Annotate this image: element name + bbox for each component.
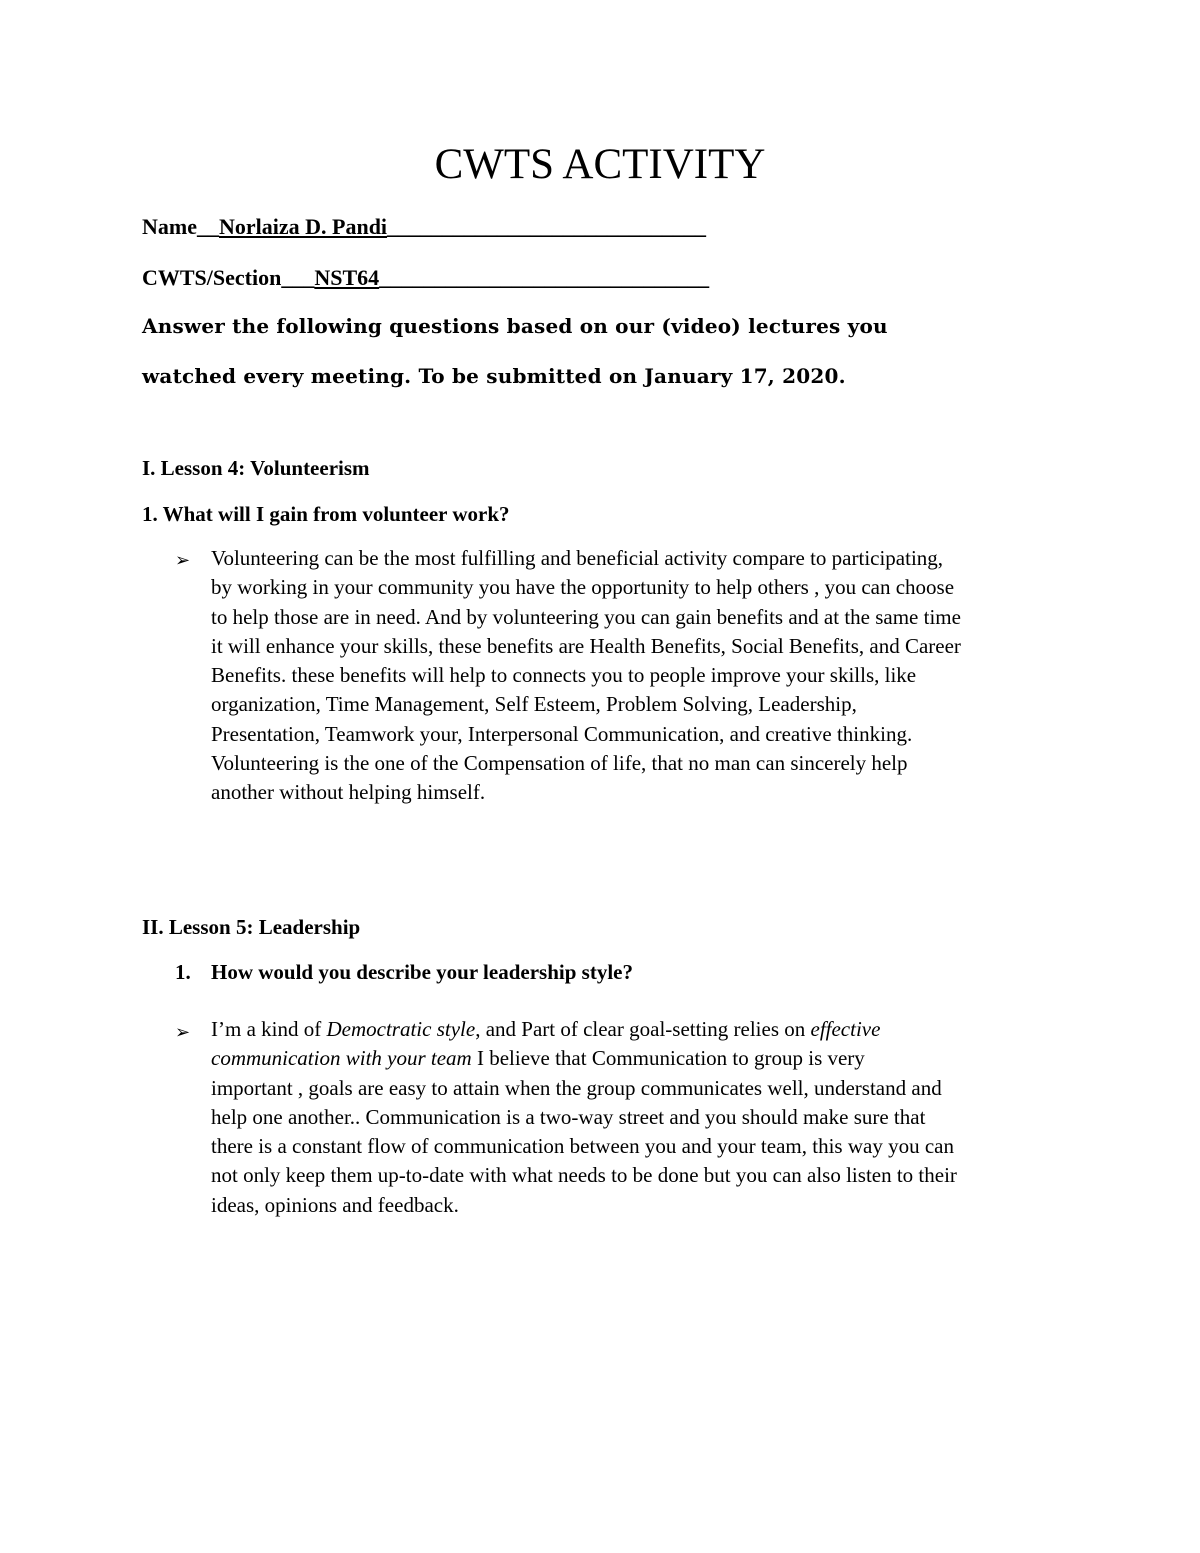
answer-line: ideas, opinions and feedback. — [211, 1192, 459, 1217]
section-trailing-line: ______________________________ — [379, 265, 710, 290]
question-number: 1. — [175, 960, 191, 984]
section-label: CWTS/Section___ — [142, 265, 315, 290]
emphasis-text: Democtratic style — [326, 1017, 476, 1041]
section-1-heading: I. Lesson 4: Volunteerism — [142, 456, 370, 480]
instructions-line-1: Answer the following questions based on our (video) lectures you — [142, 314, 888, 338]
answer-line: Presentation, Teamwork your, Interpersonal Communication, and creative thinking. — [211, 721, 913, 746]
section-2-heading: II. Lesson 5: Leadership — [142, 915, 361, 939]
answer-line: Volunteering can be the most fulfilling and beneficial activity compare to participating, — [211, 546, 944, 570]
answer-text: I’m a kind of — [211, 1017, 327, 1041]
answer-line: another without helping himself. — [211, 780, 486, 805]
answer-line: Volunteering is the one of the Compensation of life, that no man can sincerely help — [211, 751, 908, 776]
answer-line: help one another.. Communication is a two-way street and you should make sure that — [211, 1104, 926, 1129]
answer-line: there is a constant flow of communication between you and your team, this way you can — [211, 1134, 954, 1159]
arrow-bullet-icon: ➢ — [175, 550, 191, 571]
section-1-answer — [211, 544, 1061, 808]
emphasis-text: effective — [810, 1017, 881, 1041]
emphasis-text: communication with your team — [211, 1046, 472, 1071]
name-field — [142, 214, 706, 240]
question-text: How would you describe your leadership style? — [211, 960, 633, 984]
arrow-bullet-icon: ➢ — [175, 1022, 191, 1043]
document-title: CWTS ACTIVITY — [434, 141, 766, 188]
answer-line: organization, Time Management, Self Esteem, Problem Solving, Leadership, — [211, 692, 857, 717]
answer-text: , and Part of clear goal-setting relies on — [475, 1017, 811, 1041]
answer-text: I believe that Communication to group is very — [471, 1046, 865, 1071]
answer-line — [211, 1015, 1061, 1044]
question-text: What will I gain from volunteer work? — [162, 502, 510, 526]
section-value: NST64 — [314, 265, 380, 290]
answer-line — [211, 1044, 1061, 1073]
answer-line: important , goals are easy to attain when the group communicates well, understand and — [211, 1075, 942, 1100]
section-2-answer — [211, 1015, 1061, 1220]
name-label: Name__ — [142, 214, 219, 239]
instructions-line-2: watched every meeting. To be submitted on January 17, 2020. — [142, 364, 846, 388]
answer-line: it will enhance your skills, these benefits are Health Benefits, Social Benefits, and Career — [211, 633, 961, 658]
name-trailing-line: _____________________________ — [387, 214, 707, 239]
answer-line: by working in your community you have the opportunity to help others , you can choose — [211, 575, 955, 600]
answer-line: not only keep them up-to-date with what needs to be done but you can also listen to their — [211, 1163, 957, 1188]
section-field — [142, 265, 709, 291]
question-number: 1. — [142, 502, 158, 526]
answer-line: to help those are in need. And by volunteering you can gain benefits and at the same time — [211, 604, 961, 629]
name-value: Norlaiza D. Pandi — [218, 214, 388, 239]
section-1-question — [142, 502, 510, 527]
answer-line: Benefits. these benefits will help to connects you to people improve your skills, like — [211, 663, 917, 688]
